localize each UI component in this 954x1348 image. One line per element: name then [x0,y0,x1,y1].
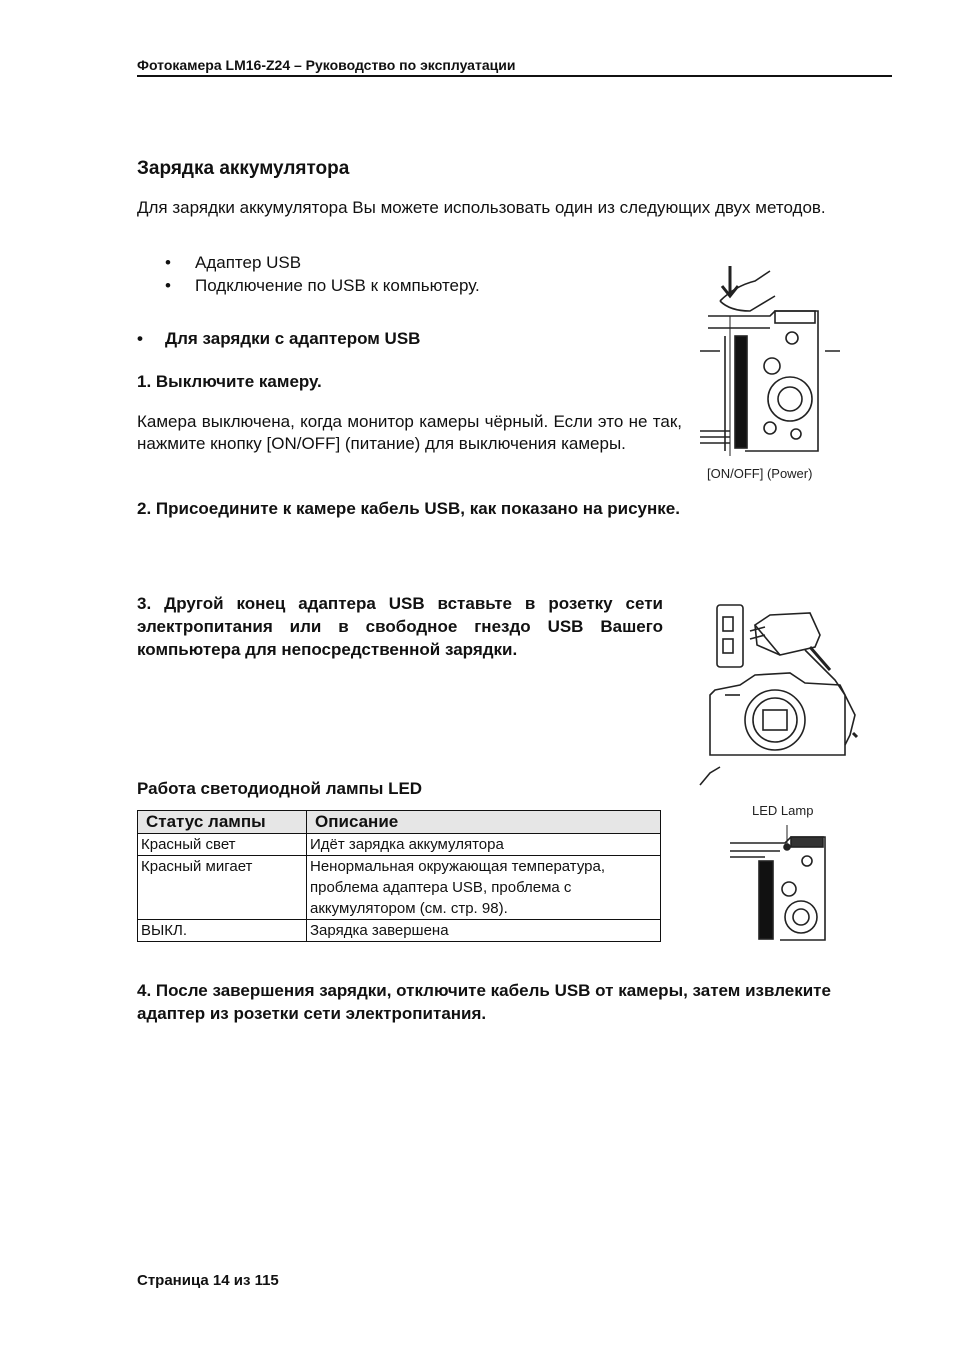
list-item: • Адаптер USB [165,251,480,274]
table-cell-status: ВЫКЛ. [138,920,307,942]
led-lamp-figure [725,825,835,943]
table-row [138,856,661,920]
table-cell-status: Красный мигает [138,856,307,920]
led-table-title: Работа светодиодной лампы LED [137,779,423,798]
table-header-description: Описание [307,811,661,834]
header-title: Фотокамера LM16-Z24 – Руководство по эксплуатации [137,57,516,73]
table-cell-description: Ненормальная окружающая температура, проблема адаптера USB, проблема с аккумулятором (см. стр. 98). [307,856,661,920]
usb-adapter-subheading [137,329,420,349]
usb-adapter-connection-figure [695,595,870,790]
table-cell-status: Красный свет [138,834,307,856]
table-cell-description: Идёт зарядка аккумулятора [307,834,661,856]
table-header-status: Статус лампы [138,811,307,834]
list-item: • Подключение по USB к компьютеру. [165,274,480,297]
step-1-body: Камера выключена, когда монитор камеры чёрный. Если это не так, нажмите кнопку [ON/OFF] (питание) для выключения камеры. [137,412,682,453]
step-1-title: 1. Выключите камеру. [137,372,322,391]
power-button-label: [ON/OFF] (Power) [707,466,813,481]
table-header-row [138,811,661,834]
bullet-icon: • [137,329,143,348]
section-title: Зарядка аккумулятора [137,158,350,179]
table-row [138,834,661,856]
table-cell-description: Зарядка завершена [307,920,661,942]
intro-paragraph: Для зарядки аккумулятора Вы можете использовать один из следующих двух методов. [137,198,826,217]
led-status-table [137,810,661,942]
methods-list [165,251,480,297]
camera-power-button-figure [700,256,850,456]
step-4-title: 4. После завершения зарядки, отключите кабель USB от камеры, затем извлеките адаптер из розетки сети электропитания. [137,981,831,1023]
page-number: Страница 14 из 115 [137,1272,279,1289]
step-3-title: 3. Другой конец адаптера USB вставьте в розетку сети электропитания или в свободное гнездо USB Вашего компьютера для непосредственной зарядки. [137,594,663,659]
subheading-text: Для зарядки с адаптером USB [165,329,421,348]
step-2-title: 2. Присоедините к камере кабель USB, как показано на рисунке. [137,499,680,518]
led-lamp-label: LED Lamp [752,803,814,818]
header-rule [137,75,892,77]
table-row [138,920,661,942]
